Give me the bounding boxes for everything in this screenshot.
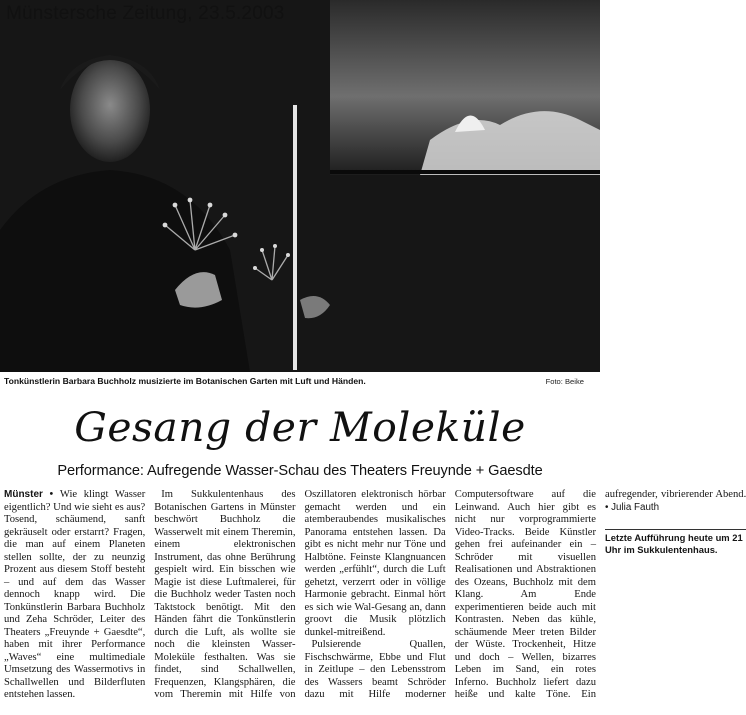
article-paragraph-1: Münster • Wie klingt Wasser eigentlich? Und wie sieht es aus? Tosend, schäumend, sanft gekräuselt oder erstarrt? Fragen, die man auf einem Planeten stellen sollte, der zu neunzig Prozent aus diesem Stoff besteht – und auf dem das Wasser dennoch knapp wird. Die Tonkünstlerin Barbara Buchholz und Zeha Schröder, Leiter des Theaters „Freuynde + Gaesdte“, haben mit ihrer Performance „Waves“ eine multimediale Umsetzung des Wassermotivs in Schallwellen und Bilderfluten entstehen lassen. [4,489,146,700]
masthead: Münstersche Zeitung, 23.5.2003 [6,3,285,24]
paragraph-text: Pulsierende Quallen, Fischschwärme, Ebbe und Flut in Zeitlupe – den Lebensstrom des Wassers beamt Schröder dazu mit Hilfe moderner Computersoftware auf die Leinwand. Auch hier gibt es nicht nur vorprogrammierte Video-Tracks. Beide Künstler gehen frei aufeinander ein – Schröder mit visuellen Realisationen und Abstraktionen des Ozeans, Buchholz mit dem Klang. Am Ende experimentieren beide auch mit Kontrasten. Neben das kühle, schäumende Meer treten Bilder der Wüste. Trockenheit, Hitze und doch – Wellen, bizarres Leben im Sand, ein rotes Inferno. Buchholz liefert dazu heiße und kalte Töne. Ein aufregender, vibrierender Abend. [304,489,746,700]
performance-notice: Letzte Aufführung heute um 21 Uhr im Sukkulentenhaus. [605,529,746,555]
article-photo [0,0,600,372]
paragraph-text: Im Sukkulentenhaus des Botanischen Gartens in Münster beschwört Buchholz die Wasserwelt mit einem Theremin, einem elektronischen Instrument, das ohne Berührung gespielt wird. Ein bisschen wie Magie ist diese Luftmalerei, für die Buchholz weder Tasten noch Taktstock benötigt. Mit den Händen fährt die Tonkünstlerin durch die Luft, als wollte sie noch die kleinsten Wasser-Moleküle festhalten. Was sie findet, sind Schallwellen, Frequenzen, Klangsphären, die vom Theremin mit Hilfe von Oszillatoren elektronisch hörbar gemacht werden und ein atemberaubendes musikalisches Panorama entstehen lassen. Da gibt es nicht mehr nur Töne und Halbtöne. Feinste Klangnuancen werden „erfühlt“, durch die Luft gehetzt, verzerrt oder in völlige Harmonie gebracht. Einmal hört es sich wie Wal-Gesang an, dann groovt die Musik plötzlich dunkel-mitreißend. [154,489,446,700]
photo-caption: Tonkünstlerin Barbara Buchholz musizierte im Botanischen Garten mit Luft und Händen. [4,376,366,386]
performer-face [70,58,150,162]
caption-row [0,376,600,390]
article-body [4,489,746,713]
photo-credit: Foto: Beike [545,377,584,386]
article-headline: Gesang der Moleküle [74,405,526,451]
performance-photo-illustration [0,0,600,372]
paragraph-text: Wie klingt Wasser eigentlich? Und wie sieht es aus? Tosend, schäumend, sanft gekräuselt oder erstarrt? Fragen, die man auf einem Planeten stellen sollte, der zu neunzig Prozent aus diesem Stoff besteht – und auf dem das Wasser dennoch knapp wird. Die Tonkünstlerin Barbara Buchholz und Zeha Schröder, Leiter des Theaters „Freuynde + Gaesdte“, haben mit ihrer Performance „Waves“ eine multimediale Umsetzung des Wassermotivs in Schallwellen und Bilderfluten entstehen lassen. [4,489,146,700]
dateline: Münster [4,489,43,500]
author-name: Julia Fauth [611,501,660,513]
theremin-antenna [293,105,297,370]
article-subheadline: Performance: Aufregende Wasser-Schau des Theaters Freuynde + Gaesdte [57,463,543,479]
author-line: • Julia Fauth [605,501,660,513]
